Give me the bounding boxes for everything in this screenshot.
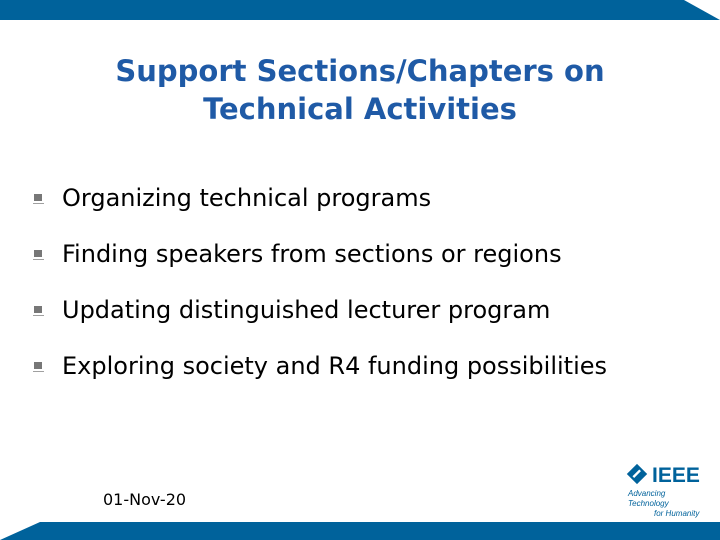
logo-tagline-line-1: Advancing Technology [628,489,669,508]
bullet-icon [33,304,45,316]
slide-date: 01-Nov-20 [103,490,187,509]
bottom-banner [0,522,720,540]
bullet-item [30,338,607,394]
bullet-icon [33,192,45,204]
top-banner [0,0,720,20]
slide-title-line-1: Support Sections/Chapters on [115,54,605,88]
logo-tagline-line-2: for Humanity [654,509,700,518]
slide-title [40,52,680,128]
bullet-icon [33,360,45,372]
logo-wordmark: IEEE [652,464,700,487]
bullet-text: Updating distinguished lecturer program [62,296,551,324]
slide-title-line-2: Technical Activities [203,92,517,126]
bullet-item [30,170,607,226]
logo-tagline [628,489,704,519]
ieee-logo [626,464,706,518]
bullet-text: Exploring society and R4 funding possibilities [62,352,608,380]
bullet-text: Organizing technical programs [62,184,432,212]
bullet-list [30,170,607,394]
ieee-diamond-icon [627,464,647,484]
bullet-text: Finding speakers from sections or regions [62,240,562,268]
bullet-item [30,226,607,282]
bullet-icon [33,248,45,260]
bullet-item [30,282,607,338]
